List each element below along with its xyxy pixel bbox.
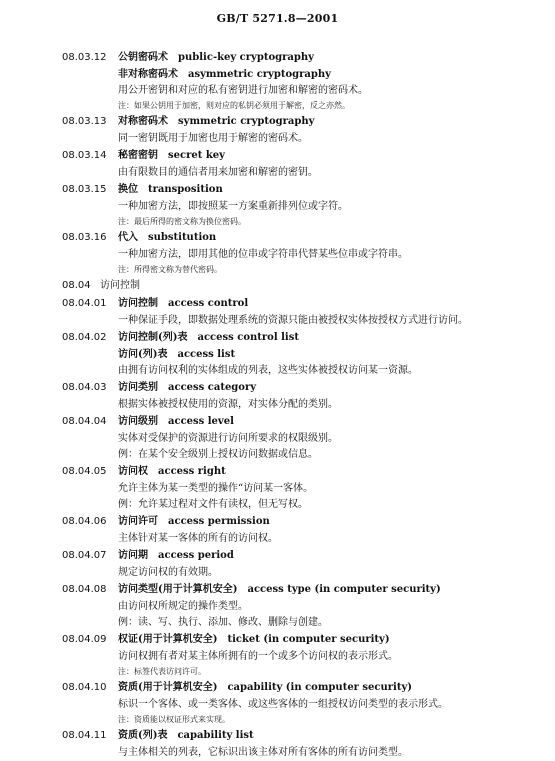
entry-definition: 根据实体被授权使用的资源，对实体分配的类别。 [118, 399, 338, 410]
entry-note: 注：资质能以权证形式来实现。 [118, 715, 230, 724]
entry-term [118, 581, 441, 599]
entry-term [118, 727, 254, 745]
entry-note: 注：标签代表访问许可。 [118, 667, 206, 676]
entry-example: 例：允许某过程对文件有读权，但无写权。 [118, 499, 308, 510]
alt-term-en: access list [177, 349, 236, 360]
term-en: access control list [197, 332, 299, 343]
term-en: capability (in computer security) [227, 682, 413, 693]
entry-definition: 用公开密钥和对应的私有密钥进行加密和解密的密码术。 [118, 85, 368, 96]
entry-number: 08.04.09 [62, 634, 107, 645]
term-cn: 对称密码术 [118, 116, 168, 127]
entry-08-03-14 [0, 147, 555, 181]
entry-number: 08.04.10 [62, 682, 107, 693]
document-body [0, 49, 555, 761]
entry-08-04-02 [0, 329, 555, 379]
term-en: secret key [168, 150, 225, 161]
term-en: access level [168, 416, 234, 427]
entry-08-04-03 [0, 379, 555, 413]
term-cn: 访问类型(用于计算机安全) [118, 584, 238, 595]
entry-definition: 访问权拥有者对某主体所拥有的一个或多个访问权的表示形式。 [118, 651, 398, 662]
term-cn: 访问控制(列)表 [118, 332, 188, 343]
entry-08-04-01 [0, 295, 555, 329]
entry-term [118, 49, 314, 67]
entry-08-04-10 [0, 679, 555, 727]
entry-definition: 标识一个客体、或一类客体、或这些客体的一组授权访问类型的表示形式。 [118, 699, 448, 710]
entry-definition: 规定访问权的有效期。 [118, 567, 218, 578]
term-en: access type (in computer security) [247, 584, 441, 595]
term-en: access period [158, 550, 234, 561]
term-en: access permission [168, 516, 270, 527]
entry-number: 08.04.05 [62, 466, 107, 477]
entry-definition: 由有限数目的通信者用来加密和解密的密钥。 [118, 167, 318, 178]
entry-term [118, 463, 226, 481]
entry-term [118, 295, 248, 313]
alt-term-cn: 访问(列)表 [118, 349, 168, 360]
term-cn: 权证(用于计算机安全) [118, 634, 218, 645]
entry-definition: 由访问权所规定的操作类型。 [118, 601, 248, 612]
term-en: access category [168, 382, 257, 393]
entry-number: 08.04.04 [62, 416, 107, 427]
entry-08-04-09 [0, 631, 555, 679]
entry-term [118, 181, 223, 199]
entry-number: 08.04.01 [62, 298, 107, 309]
term-cn: 公钥密码术 [118, 52, 168, 63]
entry-number: 08.03.15 [62, 184, 107, 195]
entry-definition: 由拥有访问权利的实体组成的列表，这些实体被授权访问某一资源。 [118, 365, 418, 376]
term-cn: 换位 [118, 184, 138, 195]
entry-number: 08.03.12 [62, 52, 107, 63]
entry-number: 08.04.11 [62, 730, 107, 741]
entry-alt-term [0, 67, 555, 83]
entry-term [118, 413, 234, 431]
entry-example: 例：读、写、执行、添加、修改、删除与创建。 [118, 617, 328, 628]
entry-term [118, 113, 314, 131]
term-cn: 访问级别 [118, 416, 158, 427]
entry-number: 08.03.13 [62, 116, 107, 127]
term-en: capability list [177, 730, 254, 741]
entry-definition: 实体对受保护的资源进行访问所要求的权限级别。 [118, 433, 338, 444]
entry-definition: 一种保证手段，即数据处理系统的资源只能由被授权实体按授权方式进行访问。 [118, 315, 468, 326]
term-cn: 秘密密钥 [118, 150, 158, 161]
term-cn: 访问期 [118, 550, 148, 561]
entry-number: 08.04.08 [62, 584, 107, 595]
section-number: 08.04 [62, 280, 91, 291]
entry-definition: 一种加密方法，即按照某一方案重新排列位或字符。 [118, 201, 348, 212]
alt-term-en: asymmetric cryptography [188, 69, 331, 80]
entry-definition: 与主体相关的列表，它标识出该主体对所有客体的所有访问类型。 [118, 747, 408, 758]
term-cn: 代入 [118, 232, 138, 243]
entry-definition: 主体针对某一客体的所有的访问权。 [118, 533, 278, 544]
entry-note: 注：所得密文称为替代密码。 [118, 265, 222, 274]
entry-term [118, 679, 412, 697]
page-header: GB/T 5271.8—2001 [216, 12, 339, 25]
entry-number: 08.04.03 [62, 382, 107, 393]
entry-08-04-06 [0, 513, 555, 547]
entry-08-04-05 [0, 463, 555, 513]
term-en: access right [158, 466, 226, 477]
term-en: transposition [148, 184, 223, 195]
entry-08-03-12 [0, 49, 555, 113]
term-en: substitution [148, 232, 217, 243]
term-en: ticket (in computer security) [227, 634, 390, 645]
term-en: public-key cryptography [178, 52, 314, 63]
entry-term [118, 631, 390, 649]
term-en: access control [168, 298, 249, 309]
entry-08-04-07 [0, 547, 555, 581]
entry-example: 例：在某个安全级别上授权访问数据或信息。 [118, 449, 318, 460]
entry-number: 08.03.16 [62, 232, 107, 243]
term-cn: 资质(用于计算机安全) [118, 682, 218, 693]
section-heading [0, 277, 555, 295]
entry-definition: 允许主体为某一类型的操作“访问某一客体。 [118, 483, 314, 494]
entry-08-04-08 [0, 581, 555, 631]
entry-alt-term [0, 347, 555, 363]
entry-08-03-16 [0, 229, 555, 277]
entry-term [118, 513, 270, 531]
entry-08-03-13 [0, 113, 555, 147]
entry-08-04-04 [0, 413, 555, 463]
entry-08-03-15 [0, 181, 555, 229]
entry-note: 注：如果公钥用于加密，则对应的私钥必须用于解密，反之亦然。 [118, 101, 350, 110]
term-cn: 访问许可 [118, 516, 158, 527]
term-cn: 访问类别 [118, 382, 158, 393]
entry-number: 08.04.06 [62, 516, 107, 527]
section-title: 访问控制 [100, 280, 140, 291]
term-cn: 访问权 [118, 466, 148, 477]
entry-08-04-11 [0, 727, 555, 761]
entry-term [118, 547, 234, 565]
entry-term [118, 329, 299, 347]
entry-number: 08.04.02 [62, 332, 107, 343]
entry-definition: 同一密钥既用于加密也用于解密的密码术。 [118, 133, 308, 144]
entry-term [118, 379, 256, 397]
entry-definition: 一种加密方法，即用其他的位串或字符串代替某些位串或字符串。 [118, 249, 408, 260]
alt-term-cn: 非对称密码术 [118, 69, 178, 80]
entry-term [118, 147, 225, 165]
entry-term [118, 229, 216, 247]
term-en: symmetric cryptography [178, 116, 315, 127]
entry-note: 注：最后所得的密文称为换位密码。 [118, 217, 246, 226]
term-cn: 资质(列)表 [118, 730, 168, 741]
term-cn: 访问控制 [118, 298, 158, 309]
entry-number: 08.03.14 [62, 150, 107, 161]
entry-number: 08.04.07 [62, 550, 107, 561]
